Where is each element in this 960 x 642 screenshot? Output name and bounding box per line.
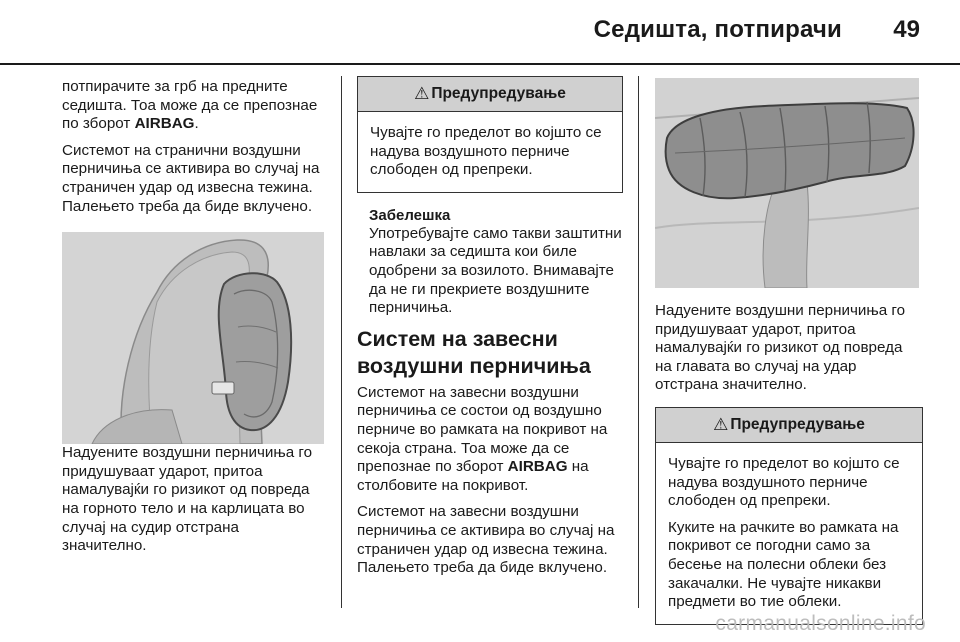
column-3	[655, 78, 923, 625]
col3-figure-caption: Надуените воздушни перничиња го придушуваат ударот, притоа намалувајќи го ризикот од повреда на главата во случај на удар отстрана значително.	[655, 302, 906, 394]
column-divider-1	[341, 76, 342, 608]
warning-header-2	[656, 408, 922, 443]
note-block	[369, 207, 623, 318]
seat-airbag-figure	[62, 232, 324, 444]
warning-text-1: Чувајте го пределот во којшто се надува воздушното перниче слободен од препреки.	[370, 124, 602, 179]
warning-body-1	[358, 112, 622, 192]
col2-paragraph-1: Системот на завесни воздушни перничиња се состои од воздушно перниче во рамката на покривот на секоја страна. Тоа може да се препознае по зборот AIRBAG на столбовите на покривот.	[357, 383, 608, 494]
col1-paragraph-1: потпирачите за грб на предните седишта. Тоа може да се препознае по зборот AIRBAG.	[62, 78, 318, 133]
airbag-label: AIRBAG	[134, 115, 195, 133]
warning-title-2: Предупредување	[730, 415, 865, 433]
warning-body-2	[656, 443, 922, 624]
warning-triangle-icon: ⚠	[414, 84, 430, 103]
warning-box-1	[357, 76, 623, 193]
col1-figure-caption: Надуените воздушни перничиња го придушуваат ударот, притоа намалувајќи го ризикот од повреда на горното тело и на карлицата во случај на судир отстрана значително.	[62, 444, 313, 555]
page-title: Седишта, потпирачи	[593, 16, 842, 43]
header-rule	[0, 63, 960, 65]
column-1	[62, 78, 324, 564]
warning-header-1	[358, 77, 622, 112]
warning-text-2a: Чувајте го пределот во којшто се надува воздушното перниче слободен од препреки.	[668, 454, 900, 510]
page-number: 49	[893, 16, 920, 43]
warning-triangle-icon-2: ⚠	[713, 414, 729, 434]
page-header	[0, 0, 960, 64]
seat-airbag-illustration	[62, 232, 324, 444]
warning-box-2	[655, 407, 923, 625]
note-text: Употребувајте само такви заштитни навлаки за седишта кои биле одобрени за возилото. Внимавајте да не ги прекриете воздушните перничиња.	[369, 224, 622, 317]
curtain-airbag-illustration	[655, 78, 919, 288]
column-2	[357, 76, 623, 586]
section-title-curtain-airbags: Систем на завесни воздушни перничиња	[357, 326, 591, 378]
col2-paragraph-2: Системот на завесни воздушни перничиња се активира во случај на страничен удар од извесна тежина. Палењето треба да биде вклучено.	[357, 503, 615, 577]
warning-text-2b: Куките на рачките во рамката на покривот се погодни само за бесење на полесни облеки без закачалки. Не чувајте никакви предмети во тие облеки.	[668, 518, 899, 611]
curtain-airbag-figure	[655, 78, 919, 288]
note-title: Забелешка	[369, 206, 451, 224]
airbag-label-2: AIRBAG	[507, 458, 568, 476]
warning-title-1: Предупредување	[431, 85, 566, 102]
col1-paragraph-2: Системот на странични воздушни перничиња се активира во случај на страничен удар од извесна тежина. Палењето треба да биде вклучено.	[62, 141, 320, 215]
watermark: carmanualsonline.info	[715, 612, 926, 635]
column-divider-2	[638, 76, 639, 608]
